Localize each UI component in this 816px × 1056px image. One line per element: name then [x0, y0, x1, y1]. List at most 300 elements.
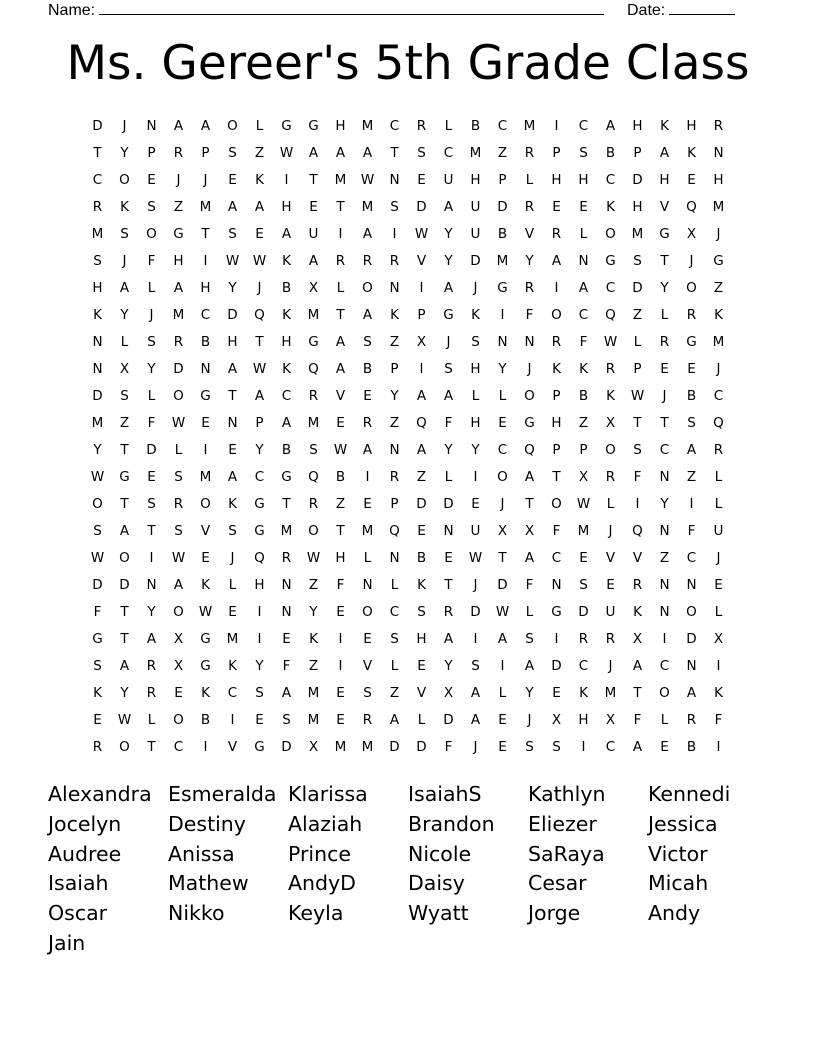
word-bank-item: Klarissa [288, 782, 368, 806]
grid-letter: C [227, 684, 238, 701]
header-fields [48, 0, 748, 20]
grid-letter: S [282, 711, 291, 728]
grid-letter: J [473, 279, 478, 296]
grid-letter: M [199, 468, 212, 485]
grid-letter: U [713, 522, 724, 539]
grid-letter: Q [632, 522, 643, 539]
grid-letter: Z [119, 414, 130, 431]
grid-letter: C [605, 738, 616, 755]
grid-letter: O [551, 495, 562, 512]
grid-letter: T [120, 630, 129, 647]
grid-letter: Y [498, 360, 507, 377]
grid-letter: I [149, 549, 154, 566]
grid-letter: A [173, 279, 184, 296]
grid-letter: O [497, 468, 508, 485]
grid-letter: C [578, 657, 589, 674]
grid-letter: V [335, 387, 346, 404]
grid-letter: R [713, 441, 724, 458]
grid-letter: P [255, 414, 264, 431]
grid-letter: L [444, 468, 453, 485]
grid-letter: U [470, 522, 481, 539]
grid-letter: X [119, 360, 130, 377]
grid-letter: P [417, 306, 426, 323]
grid-letter: E [93, 711, 102, 728]
grid-letter: Z [389, 333, 400, 350]
grid-letter: E [471, 495, 480, 512]
grid-letter: O [173, 711, 184, 728]
grid-letter: L [714, 603, 723, 620]
grid-letter: G [281, 468, 292, 485]
grid-letter: T [660, 414, 669, 431]
grid-letter: D [443, 711, 454, 728]
grid-letter: P [633, 144, 642, 161]
grid-letter: H [659, 171, 670, 188]
grid-letter: S [93, 657, 102, 674]
word-bank-item: Jessica [648, 811, 718, 836]
grid-letter: G [200, 630, 211, 647]
grid-letter: R [416, 117, 427, 134]
grid-letter: W [198, 603, 213, 620]
grid-letter: G [659, 225, 670, 242]
grid-letter: A [335, 360, 346, 377]
grid-letter: T [120, 495, 129, 512]
grid-letter: S [309, 441, 318, 458]
grid-letter: L [147, 279, 156, 296]
grid-letter: F [579, 333, 588, 350]
word-bank-item: Jain [48, 930, 86, 955]
grid-letter: B [470, 117, 481, 134]
grid-letter: L [471, 387, 480, 404]
grid-letter: J [608, 522, 613, 539]
grid-letter: N [227, 414, 238, 431]
grid-letter: S [363, 333, 372, 350]
grid-letter: O [659, 684, 670, 701]
grid-letter: N [497, 333, 508, 350]
grid-letter: B [605, 144, 616, 161]
grid-letter: L [147, 387, 156, 404]
grid-letter: N [524, 333, 535, 350]
letter-grid [84, 112, 732, 760]
grid-letter: A [524, 468, 535, 485]
grid-letter: M [334, 171, 347, 188]
grid-letter: F [525, 306, 534, 323]
grid-letter: R [524, 198, 535, 215]
grid-letter: N [443, 522, 454, 539]
grid-letter: C [497, 441, 508, 458]
grid-letter: C [551, 549, 562, 566]
grid-letter: C [389, 603, 400, 620]
grid-letter: R [362, 711, 373, 728]
grid-letter: J [689, 252, 694, 269]
grid-letter: S [687, 414, 696, 431]
grid-letter: D [281, 738, 292, 755]
grid-letter: J [716, 225, 721, 242]
grid-letter: S [471, 333, 480, 350]
grid-letter: H [200, 279, 211, 296]
word-bank-item: Kennedi [648, 782, 731, 806]
word-bank-item: Jocelyn [48, 811, 122, 836]
grid-letter: E [552, 198, 561, 215]
grid-letter: S [363, 684, 372, 701]
grid-letter: F [147, 414, 156, 431]
grid-letter: W [495, 603, 510, 620]
word-bank-item: AndyD [288, 871, 356, 896]
grid-letter: E [417, 657, 426, 674]
grid-letter: A [632, 657, 643, 674]
grid-letter: N [146, 576, 157, 593]
grid-letter: I [257, 603, 262, 620]
grid-letter: D [227, 306, 238, 323]
grid-letter: A [335, 333, 346, 350]
grid-letter: F [444, 414, 453, 431]
grid-letter: U [443, 171, 454, 188]
word-bank-item: Anissa [168, 841, 235, 866]
grid-letter: A [146, 630, 157, 647]
grid-letter: N [389, 549, 400, 566]
grid-letter: A [470, 684, 481, 701]
grid-letter: M [577, 522, 590, 539]
grid-letter: A [281, 225, 292, 242]
grid-letter: A [551, 252, 562, 269]
grid-letter: L [174, 441, 183, 458]
grid-letter: J [176, 171, 181, 188]
grid-letter: K [120, 198, 129, 215]
word-bank-item: Eliezer [528, 811, 597, 836]
grid-letter: X [713, 630, 724, 647]
grid-letter: M [307, 711, 320, 728]
grid-letter: E [201, 549, 210, 566]
grid-letter: N [146, 117, 157, 134]
grid-letter: Q [389, 522, 400, 539]
grid-letter: J [203, 171, 208, 188]
grid-letter: G [173, 225, 184, 242]
grid-letter: A [119, 657, 130, 674]
word-bank-item: Alexandra [48, 782, 152, 806]
grid-letter: Y [147, 360, 156, 377]
grid-letter: A [200, 117, 211, 134]
date-label: Date: [627, 2, 666, 19]
grid-letter: E [336, 603, 345, 620]
grid-letter: I [365, 468, 370, 485]
grid-letter: W [171, 549, 186, 566]
grid-letter: U [308, 225, 319, 242]
grid-letter: E [309, 198, 318, 215]
grid-letter: C [443, 144, 454, 161]
grid-letter: A [443, 198, 454, 215]
grid-letter: R [173, 144, 184, 161]
grid-letter: J [446, 333, 451, 350]
grid-letter: J [122, 252, 127, 269]
grid-letter: R [146, 657, 157, 674]
grid-letter: J [230, 549, 235, 566]
grid-letter: S [525, 738, 534, 755]
grid-letter: O [119, 171, 130, 188]
grid-letter: C [254, 468, 265, 485]
grid-letter: H [227, 333, 238, 350]
grid-letter: N [281, 603, 292, 620]
grid-letter: I [203, 441, 208, 458]
grid-letter: L [606, 495, 615, 512]
grid-letter: G [200, 387, 211, 404]
grid-letter: W [306, 549, 321, 566]
grid-letter: K [228, 495, 237, 512]
grid-letter: O [524, 387, 535, 404]
grid-letter: M [307, 414, 320, 431]
grid-letter: W [252, 252, 267, 269]
grid-letter: K [255, 171, 264, 188]
grid-letter: R [362, 252, 373, 269]
grid-letter: Y [444, 252, 453, 269]
grid-letter: S [579, 576, 588, 593]
grid-letter: N [389, 171, 400, 188]
grid-letter: A [524, 549, 535, 566]
grid-letter: T [633, 414, 642, 431]
grid-letter: I [554, 279, 559, 296]
grid-letter: A [362, 441, 373, 458]
grid-letter: A [254, 387, 265, 404]
grid-letter: I [581, 738, 586, 755]
grid-letter: D [632, 279, 643, 296]
grid-letter: K [579, 684, 588, 701]
date-line [669, 0, 735, 15]
grid-letter: J [527, 360, 532, 377]
grid-letter: S [228, 522, 237, 539]
grid-letter: J [473, 576, 478, 593]
grid-letter: R [605, 630, 616, 647]
grid-letter: R [92, 738, 103, 755]
grid-letter: Z [578, 414, 589, 431]
grid-letter: N [659, 603, 670, 620]
grid-letter: E [255, 711, 264, 728]
grid-letter: G [308, 117, 319, 134]
grid-letter: M [361, 117, 374, 134]
grid-letter: C [578, 117, 589, 134]
grid-letter: W [414, 225, 429, 242]
grid-letter: R [524, 144, 535, 161]
grid-letter: H [470, 171, 481, 188]
grid-letter: A [362, 144, 373, 161]
grid-letter: P [390, 360, 399, 377]
word-bank-item: Nikko [168, 901, 225, 926]
grid-letter: T [120, 603, 129, 620]
grid-letter: R [686, 306, 697, 323]
grid-letter: T [255, 333, 264, 350]
grid-letter: Z [308, 576, 319, 593]
grid-letter: R [578, 630, 589, 647]
grid-letter: H [632, 198, 643, 215]
grid-letter: Z [416, 468, 427, 485]
date-field [627, 0, 735, 20]
grid-letter: A [335, 144, 346, 161]
grid-letter: R [173, 333, 184, 350]
grid-letter: X [173, 657, 184, 674]
grid-letter: K [579, 360, 588, 377]
grid-letter: H [335, 117, 346, 134]
grid-letter: M [307, 306, 320, 323]
grid-letter: B [686, 387, 697, 404]
grid-letter: I [338, 225, 343, 242]
grid-letter: B [335, 468, 346, 485]
name-field [48, 0, 604, 20]
grid-letter: X [497, 522, 508, 539]
grid-letter: M [361, 522, 374, 539]
grid-letter: A [389, 711, 400, 728]
grid-letter: D [686, 630, 697, 647]
grid-letter: M [280, 522, 293, 539]
grid-letter: R [713, 117, 724, 134]
grid-letter: K [201, 576, 210, 593]
grid-letter: H [254, 576, 265, 593]
grid-letter: S [93, 522, 102, 539]
grid-letter: I [338, 657, 343, 674]
word-bank [48, 780, 768, 959]
grid-letter: M [91, 414, 104, 431]
grid-letter: M [469, 144, 482, 161]
grid-letter: D [173, 360, 184, 377]
grid-letter: D [416, 738, 427, 755]
grid-letter: G [713, 252, 724, 269]
grid-letter: C [92, 171, 103, 188]
grid-letter: O [173, 387, 184, 404]
grid-letter: C [281, 387, 292, 404]
grid-letter: J [662, 387, 667, 404]
grid-letter: M [91, 225, 104, 242]
grid-letter: O [200, 495, 211, 512]
grid-letter: G [254, 738, 265, 755]
grid-letter: R [443, 603, 454, 620]
grid-letter: C [173, 738, 184, 755]
grid-letter: T [309, 171, 318, 188]
grid-letter: R [605, 360, 616, 377]
grid-letter: Y [120, 144, 129, 161]
grid-letter: R [632, 576, 643, 593]
grid-letter: Z [254, 144, 265, 161]
grid-letter: L [714, 468, 723, 485]
grid-letter: E [336, 684, 345, 701]
grid-letter: Z [632, 306, 643, 323]
grid-letter: V [416, 252, 427, 269]
grid-letter: K [282, 360, 291, 377]
grid-letter: O [173, 603, 184, 620]
grid-letter: Y [525, 252, 534, 269]
grid-letter: W [225, 252, 240, 269]
grid-letter: S [93, 252, 102, 269]
grid-letter: A [254, 198, 265, 215]
grid-letter: C [713, 387, 724, 404]
grid-letter: E [660, 360, 669, 377]
word-bank-item: Daisy [408, 871, 465, 896]
grid-letter: N [578, 252, 589, 269]
word-bank-item: Andy [648, 901, 701, 926]
grid-letter: S [633, 441, 642, 458]
grid-letter: Y [660, 279, 669, 296]
grid-letter: W [171, 414, 186, 431]
grid-letter: Z [713, 279, 724, 296]
grid-letter: W [279, 144, 294, 161]
grid-letter: A [605, 117, 616, 134]
grid-letter: D [389, 738, 400, 755]
grid-letter: H [281, 198, 292, 215]
grid-letter: O [119, 549, 130, 566]
grid-letter: K [606, 198, 615, 215]
grid-letter: D [416, 198, 427, 215]
grid-letter: Y [525, 684, 534, 701]
grid-letter: A [362, 306, 373, 323]
grid-letter: I [716, 657, 721, 674]
grid-letter: K [93, 684, 102, 701]
grid-letter: A [659, 144, 670, 161]
grid-letter: P [552, 387, 561, 404]
grid-letter: J [122, 117, 127, 134]
grid-letter: H [686, 117, 697, 134]
grid-letter: D [497, 576, 508, 593]
grid-letter: X [416, 333, 427, 350]
grid-letter: J [500, 495, 505, 512]
grid-letter: L [525, 603, 534, 620]
grid-letter: L [228, 576, 237, 593]
grid-letter: V [227, 738, 238, 755]
grid-letter: X [551, 711, 562, 728]
grid-letter: E [552, 684, 561, 701]
grid-letter: A [470, 711, 481, 728]
grid-letter: S [390, 630, 399, 647]
grid-letter: H [173, 252, 184, 269]
grid-letter: I [635, 495, 640, 512]
grid-letter: B [497, 225, 508, 242]
grid-letter: O [227, 117, 238, 134]
grid-letter: Y [255, 657, 264, 674]
grid-letter: Z [497, 144, 508, 161]
grid-letter: N [551, 576, 562, 593]
grid-letter: E [687, 171, 696, 188]
grid-letter: N [686, 576, 697, 593]
grid-letter: L [579, 225, 588, 242]
grid-letter: A [443, 279, 454, 296]
grid-letter: E [255, 225, 264, 242]
word-bank-item: IsaiahS [408, 782, 482, 806]
grid-letter: H [281, 333, 292, 350]
grid-letter: I [473, 468, 478, 485]
grid-letter: D [146, 441, 157, 458]
grid-letter: I [554, 117, 559, 134]
grid-letter: Z [335, 495, 346, 512]
word-bank-item: Oscar [48, 901, 108, 926]
word-bank-item: Micah [648, 871, 709, 896]
grid-letter: W [360, 171, 375, 188]
grid-letter: N [389, 441, 400, 458]
grid-letter: N [281, 576, 292, 593]
grid-letter: V [632, 549, 643, 566]
grid-letter: T [147, 522, 156, 539]
grid-letter: D [92, 387, 103, 404]
grid-letter: K [471, 306, 480, 323]
grid-letter: M [631, 225, 644, 242]
grid-letter: I [554, 630, 559, 647]
grid-letter: Q [686, 198, 697, 215]
grid-letter: H [578, 711, 589, 728]
grid-letter: S [228, 225, 237, 242]
grid-letter: M [199, 198, 212, 215]
grid-letter: M [361, 738, 374, 755]
grid-letter: R [92, 198, 103, 215]
grid-letter: O [686, 279, 697, 296]
grid-letter: G [200, 657, 211, 674]
grid-letter: A [119, 522, 130, 539]
grid-letter: I [257, 630, 262, 647]
grid-letter: G [551, 603, 562, 620]
grid-letter: R [551, 333, 562, 350]
grid-letter: L [525, 171, 534, 188]
